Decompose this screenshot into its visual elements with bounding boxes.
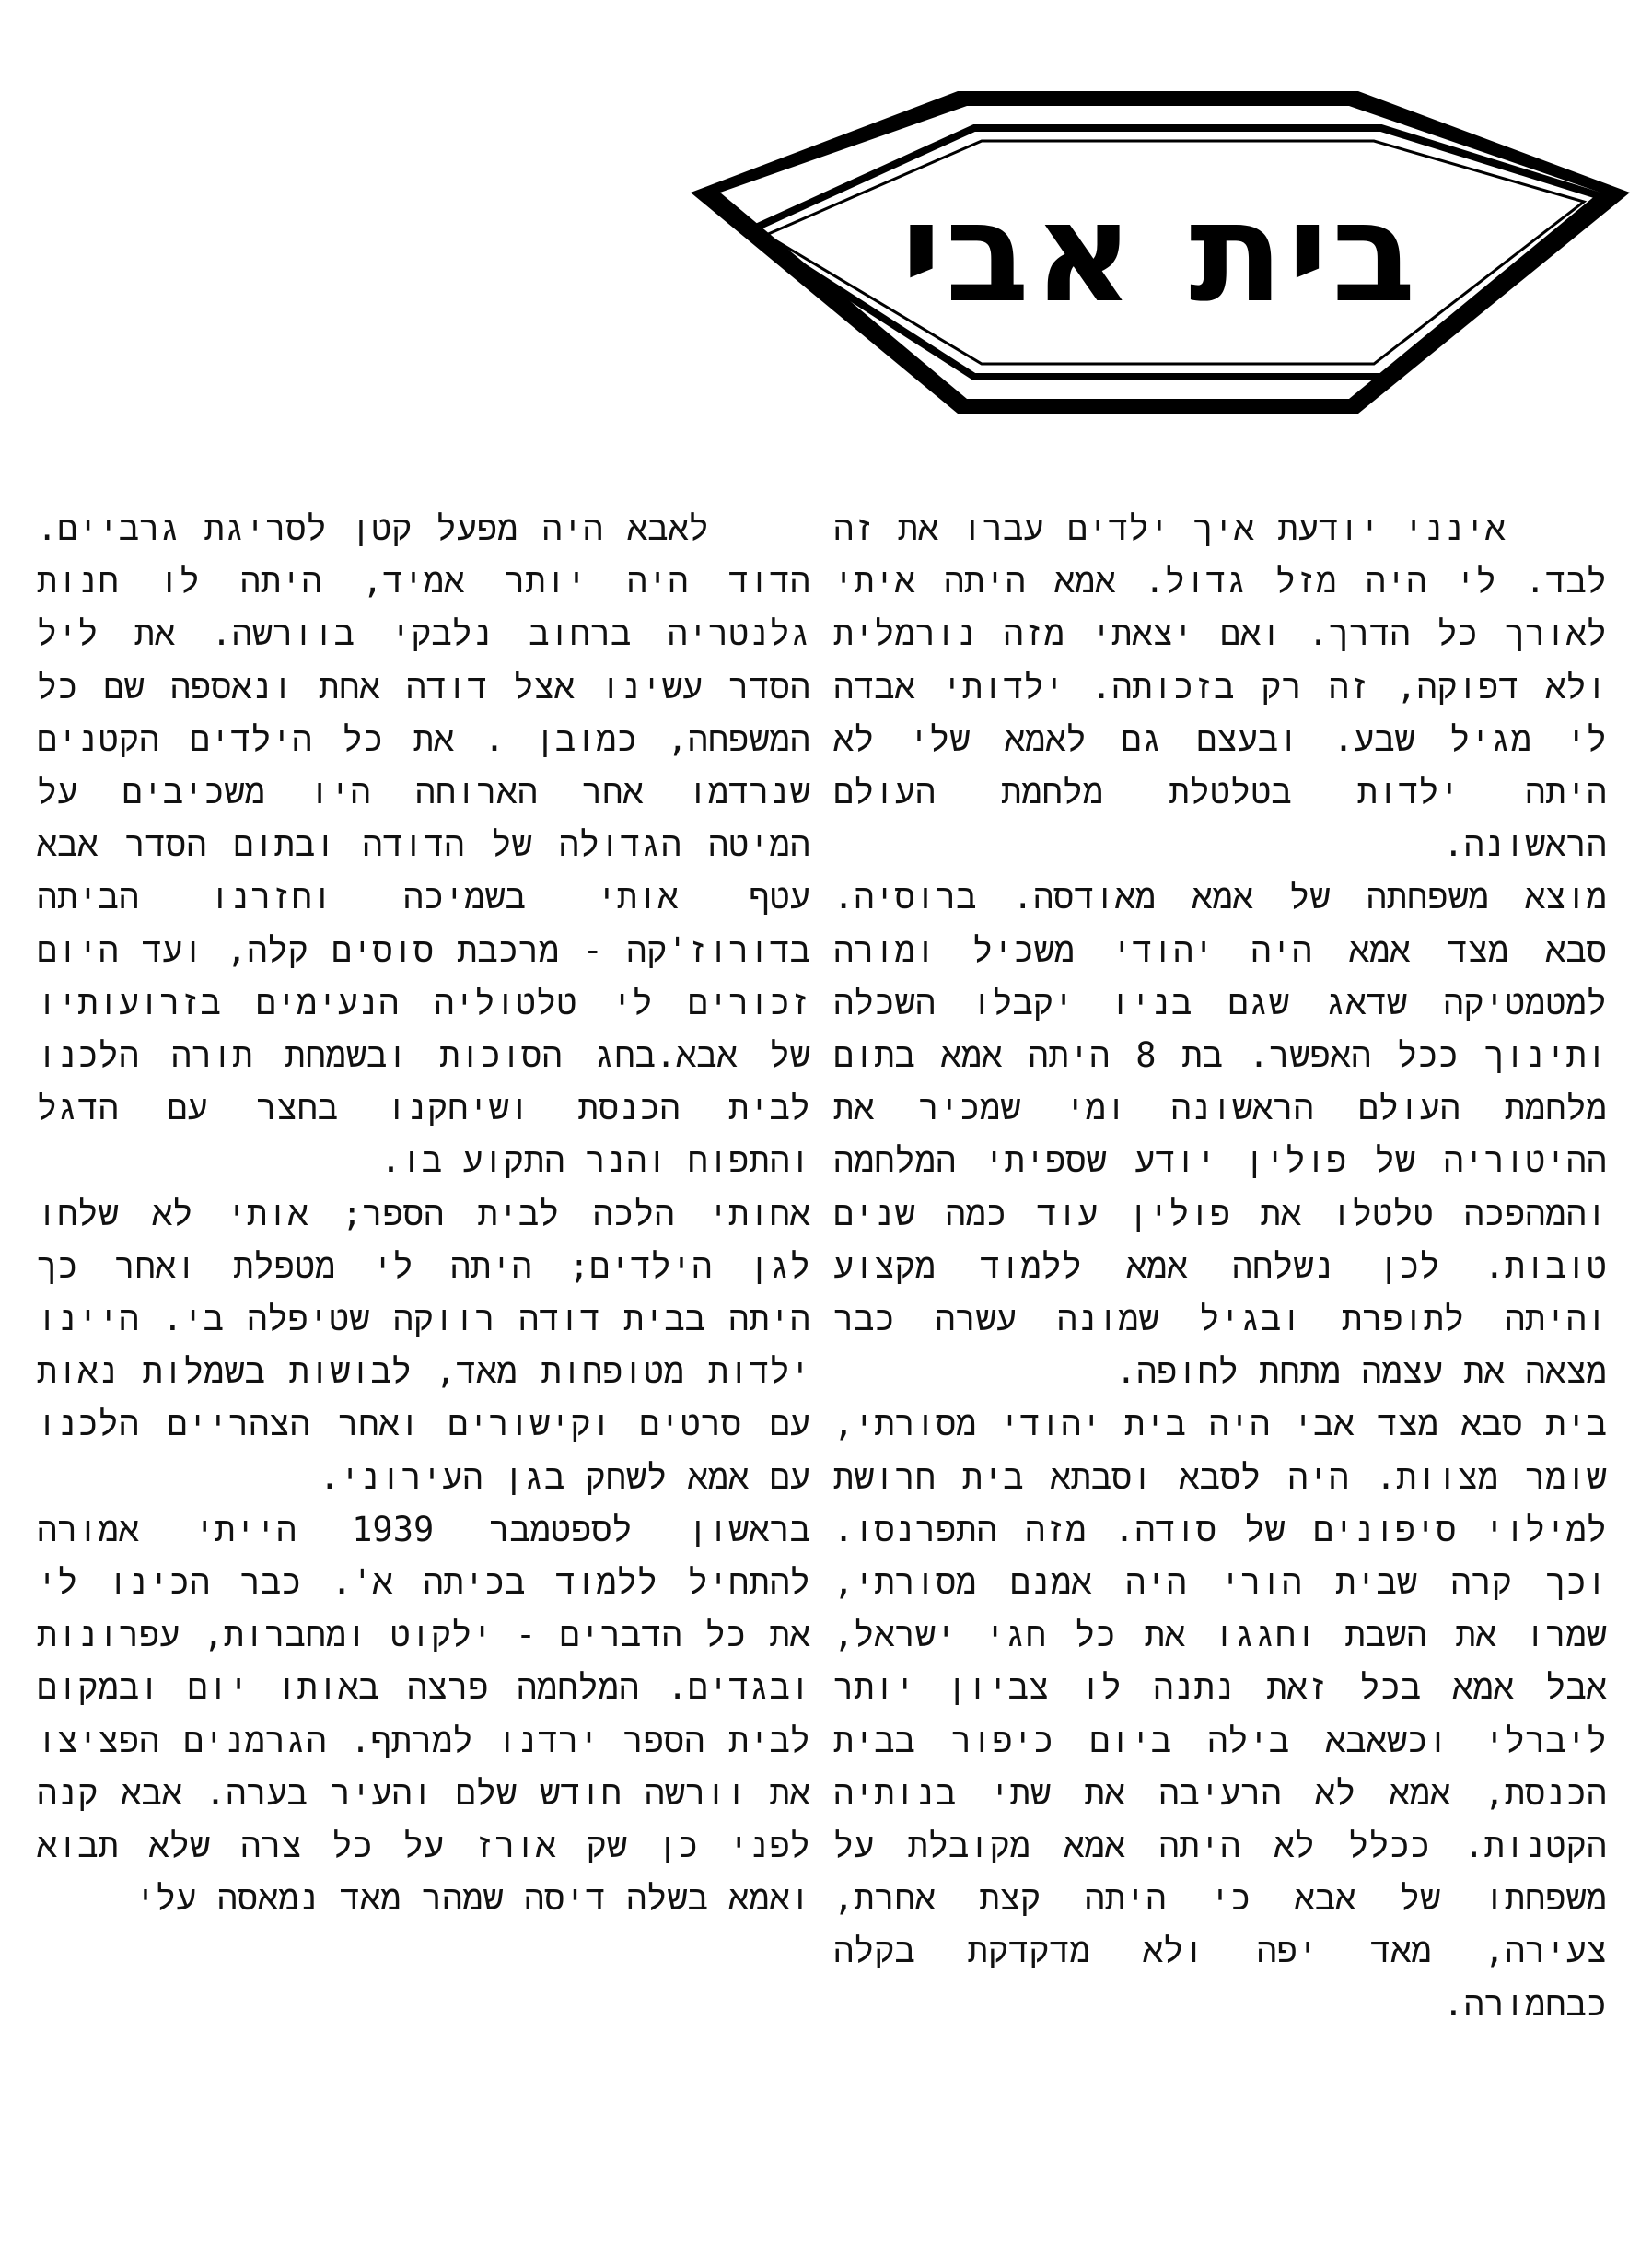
paragraph-6: בראשון לספטמבר 1939 הייתי אמורה להתחיל ללמוד בכיתה א'. כבר הכינו לי את כל הדברים - ילקוט ומחברות, עפרונות ובגדים. המלחמה פרצה באותו יום ובמקום לבית הספר ירדנו למרתף. הגרמנים הפציצו את וורשה חודש שלם והעיר בערה. אבא קנה לפני כן שק אורז על כל צרה שלא תבוא ואמא בשלה דיסה שמהר מאד נמאסה עלי: [37, 1509, 810, 1919]
right-column: [833, 502, 1607, 2030]
paragraph-3: בית סבא מצד אבי היה בית יהודי מסורתי, שומר מצוות. היה לסבא וסבתא בית חרושת למילוי סיפונים של סודה. מזה התפרנסו. וכך קרה שבית הורי היה אמנם מסורתי, שמרו את השבת וחגגו את כל חגי ישראל, אבל אמא בכל זאת נתנה לו צביון יותר ליברלי וכשאבא בילה ביום כיפור בבית הכנסת, אמא לא הרעיבה את שתי בנותיה הקטנות. ככלל לא היתה אמא מקובלת על משפחתו של אבא כי היתה קצת אחרת, צעירה, מאד יפה ולא מדקדקת בקלה כבחמורה.: [833, 1404, 1607, 2024]
paragraph-4: לאבא היה מפעל קטן לסריגת גרביים. הדוד היה יותר אמיד, היתה לו חנות גלנטריה ברחוב נלבקי בוורשה. את ליל הסדר עשינו אצל דודה אחת ונאספה שם כל המשפחה, כמובן . את כל הילדים הקטנים שנרדמו אחר הארוחה היו משכיבים על המיטה הגדולה של הדודה ובתום הסדר אבא עטף אותי בשמיכה וחזרנו הביתה בדורוז'קה - מרכבת סוסים קלה, ועד היום זכורים לי טלטוליה הנעימים בזרועותיו של אבא.בחג הסוכות ובשמחת תורה הלכנו לבית הכנסת ושיחקנו בחצר עם הדגל והתפוח והנר התקוע בו.: [37, 508, 810, 1181]
page-title: בית אבי: [901, 173, 1420, 333]
paragraph-1: אינני יודעת איך ילדים עברו את זה לבד. לי היה מזל גדול. אמא היתה איתי לאורך כל הדרך. ואם יצאתי מזה נורמלית ולא דפוקה, זה רק בזכותה. ילדותי אבדה לי מגיל שבע. ובעצם גם לאמא שלי לא היתה ילדות בטלטלת מלחמת העולם הראשונה.: [833, 508, 1607, 865]
left-column: [37, 502, 810, 1924]
paragraph-2: מוצא משפחתה של אמא מאודסה. ברוסיה. סבא מצד אמא היה יהודי משכיל ומורה למטמטיקה שדאג שגם בניו יקבלו השכלה ותינוך ככל האפשר. בת 8 היתה אמא בתום מלחמת העולם הראשונה ומי שמכיר את ההיטוריה של פולין יודע שספיתי המלחמה והמהפכה טלטלו את פולין עוד כמה שנים טובות. לכן נשלחה אמא ללמוד מקצוע והיתה לתופרת ובגיל שמונה עשרה כבר מצאה את עצמה מתחת לחופה.: [833, 877, 1607, 1392]
paragraph-5: אחותי הלכה לבית הספר; אותי לא שלחו לגן הילדים; היתה לי מטפלת ואחר כך היתה בבית דודה רווקה שטיפלה בי. היינו ילדות מטופחות מאד, לבושות בשמלות נאות עם סרטים וקישורים ואחר הצהריים הלכנו עם אמא לשחק בגן העירוני.: [37, 1193, 810, 1497]
